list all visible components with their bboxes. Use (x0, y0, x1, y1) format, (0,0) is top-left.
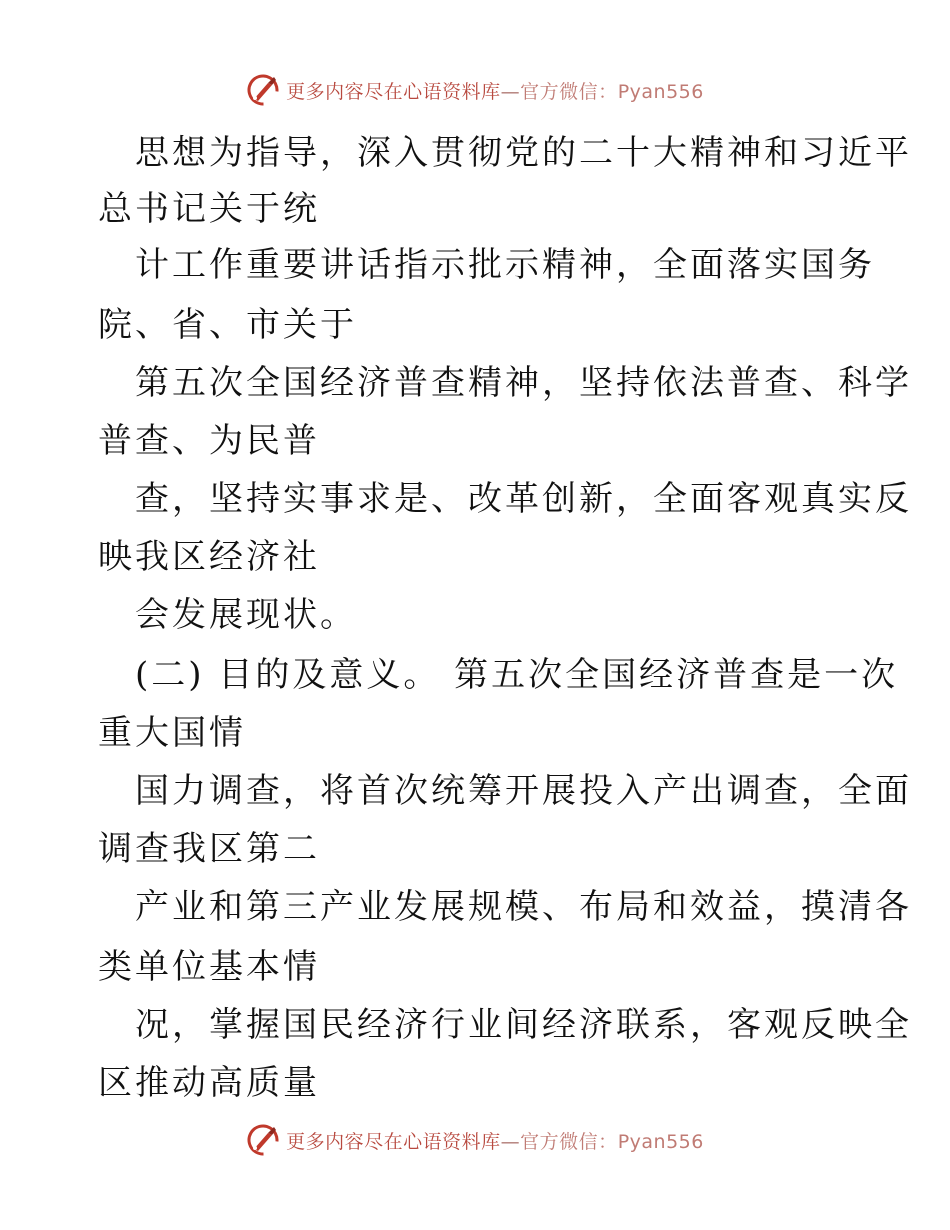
paragraph-line: 产业和第三产业发展规模、布局和效益，摸清各 (135, 887, 912, 927)
watermark-contact-label: 官方微信： (520, 1130, 618, 1153)
paragraph-line: 第五次全国经济普查精神，坚持依法普查、科学 (135, 363, 912, 403)
paragraph-line: 类单位基本情 (98, 947, 320, 987)
watermark-separator: — (500, 1130, 521, 1153)
paragraph-line: 会发展现状。 (135, 595, 357, 635)
paragraph-line: 映我区经济社 (98, 537, 320, 577)
paragraph-line: 重大国情 (98, 713, 246, 753)
quill-pen-logo-icon (246, 1123, 280, 1157)
paragraph-line: 院、省、市关于 (98, 305, 357, 345)
quill-pen-logo-icon (246, 73, 280, 107)
paragraph-line: 计工作重要讲话指示批示精神，全面落实国务 (135, 245, 875, 285)
watermark-contact-label: 官方微信： (520, 80, 618, 103)
paragraph-line: 普查、为民普 (98, 421, 320, 461)
section-heading-line: (二) 目的及意义。 第五次全国经济普查是一次 (135, 655, 899, 695)
watermark-contact-id: Pyan556 (617, 1130, 704, 1153)
watermark-brand: 更多内容尽在心语资料库 (286, 80, 501, 103)
paragraph-line: 区推动高质量 (98, 1063, 320, 1103)
footer-watermark-banner (0, 1120, 950, 1160)
paragraph-line: 国力调查，将首次统筹开展投入产出调查，全面 (135, 771, 912, 811)
paragraph-line: 调查我区第二 (98, 829, 320, 869)
watermark-separator: — (500, 80, 521, 103)
watermark-text (286, 77, 704, 104)
paragraph-line: 查，坚持实事求是、改革创新，全面客观真实反 (135, 479, 912, 519)
paragraph-line: 况，掌握国民经济行业间经济联系，客观反映全 (135, 1005, 912, 1045)
paragraph-line: 总书记关于统 (98, 189, 320, 229)
watermark-text (286, 1127, 704, 1154)
paragraph-line: 思想为指导，深入贯彻党的二十大精神和习近平 (135, 133, 912, 173)
watermark-brand: 更多内容尽在心语资料库 (286, 1130, 501, 1153)
header-watermark-banner (0, 70, 950, 110)
watermark-contact-id: Pyan556 (617, 80, 704, 103)
